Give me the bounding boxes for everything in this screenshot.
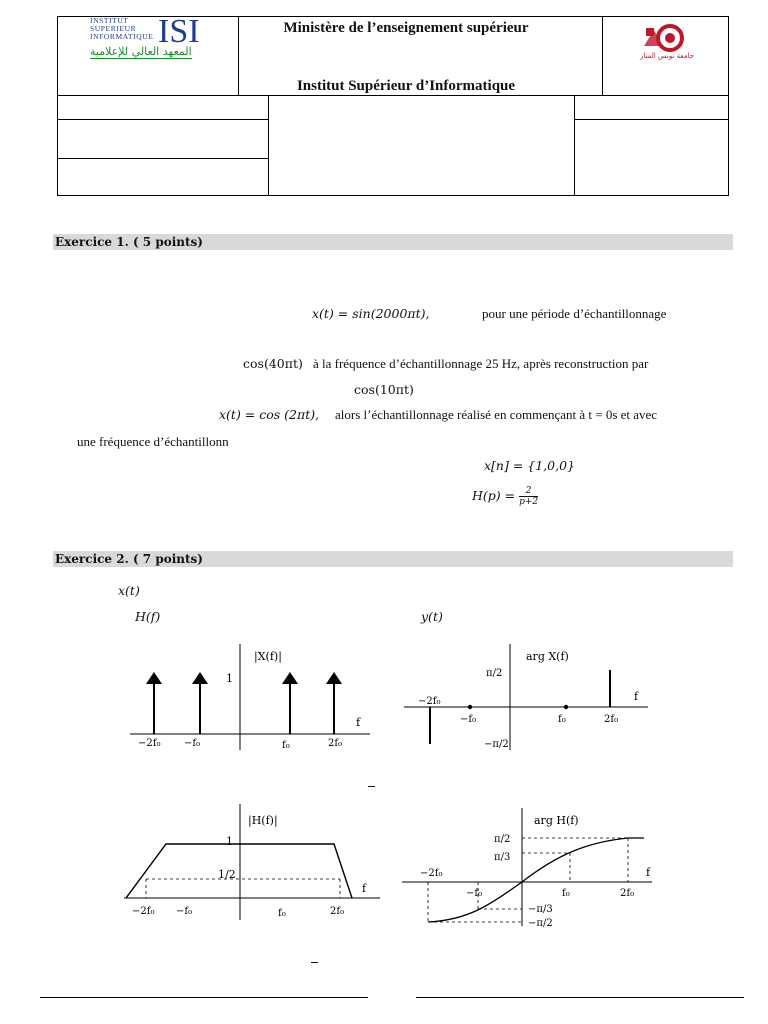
fig4-title: arg H(f) (534, 814, 579, 827)
logo-line3: INFORMATIQUE (90, 32, 154, 41)
fig3-curve (126, 844, 352, 898)
logo-acronym: ISI (158, 13, 200, 50)
exercise2-header (53, 551, 733, 567)
fig3-tick: −2f₀ (132, 906, 155, 917)
fig3-level1: 1 (226, 835, 233, 848)
exercise2-title: Exercice 2. ( 7 points) (55, 552, 203, 566)
fig1-tick: −f₀ (184, 738, 201, 749)
ex1-text-2: à la fréquence d’échantillonnage 25 Hz, après reconstruction par (313, 356, 649, 371)
fig2-tick: f₀ (558, 714, 566, 725)
fig1-tick: f₀ (282, 740, 290, 751)
university-logo (640, 22, 694, 64)
transfer-fraction (519, 486, 538, 507)
ex1-formula-6: x[n] = {1,0,0} (484, 458, 575, 473)
ex1-formula-2: cos(40πt) (243, 356, 303, 371)
isi-logo (90, 13, 210, 61)
bottom-rule-left (40, 997, 368, 998)
figure-mod-H (118, 802, 390, 924)
fig1-tick: −2f₀ (138, 738, 161, 749)
exercise1-title: Exercice 1. ( 5 points) (55, 235, 203, 249)
fig2-point (564, 705, 568, 709)
transfer-denominator: p+2 (519, 497, 539, 507)
fig4-tick: 2f₀ (620, 888, 635, 899)
logo-line2: SUPERIEUR (90, 24, 137, 33)
ex2-label-y: y(t) (421, 609, 443, 624)
fig4-ytick: π/2 (494, 834, 511, 845)
fig3-title: |H(f)| (248, 814, 278, 827)
institute-title: Institut Supérieur d’Informatique (296, 78, 516, 94)
fig3-tick: 2f₀ (330, 906, 345, 917)
fig4-tick: f₀ (562, 888, 570, 899)
fig4-tick: −2f₀ (420, 868, 443, 879)
ex1-text-1: pour une période d’échantillonnage (482, 306, 667, 321)
fig2-tick: −2f₀ (418, 696, 441, 707)
fig3-f-label: f (362, 882, 367, 895)
fig4-ytick: π/3 (494, 852, 511, 863)
logo-line1: INSTITUT (90, 16, 129, 25)
ex1-formula-4: x(t) = cos (2πt), (219, 407, 320, 422)
fig1-level: 1 (226, 672, 233, 685)
fig2-ytick: −π/2 (484, 739, 509, 750)
transfer-lhs: H(p) = (472, 488, 516, 503)
ex1-formula-3: cos(10πt) (354, 382, 414, 397)
fig3-tick: f₀ (278, 908, 286, 919)
fig4-ytick: −π/3 (528, 904, 553, 915)
fig2-f-label: f (634, 690, 639, 703)
fig2-tick: 2f₀ (604, 714, 619, 725)
ex1-text-5: une fréquence d’échantillonn (77, 434, 229, 449)
ex1-formula-7 (472, 486, 538, 507)
fig1-title: |X(f)| (254, 650, 282, 663)
fig2-point (468, 705, 472, 709)
fig1-tick: 2f₀ (328, 738, 343, 749)
university-arabic: جامعة تونس المنار (640, 52, 694, 60)
logo-arabic: المعهد العالي للإعلامية (90, 45, 192, 58)
figure-arg-H (398, 806, 670, 928)
fig2-tick: −f₀ (460, 714, 477, 725)
fig4-f-label: f (646, 866, 651, 879)
fig4-ytick: −π/2 (528, 918, 553, 928)
figure-arg-X (398, 640, 668, 755)
fig4-tick: −f₀ (466, 888, 483, 899)
transfer-numerator: 2 (519, 486, 538, 497)
figure-mod-X (120, 640, 390, 755)
ex1-text-4: alors l’échantillonnage réalisé en commençant à t = 0s et avec (335, 407, 658, 422)
ministry-title: Ministère de l’enseignement supérieur (283, 20, 529, 36)
fig1-f-label: f (356, 716, 361, 729)
ex2-label-x: x(t) (118, 583, 140, 598)
fig3-level2: 1/2 (218, 868, 236, 881)
fig2-title: arg X(f) (526, 650, 569, 663)
fig3-tick: −f₀ (176, 906, 193, 917)
ex2-label-H: H(f) (135, 609, 161, 624)
ex1-formula-1: x(t) = sin(2000πt), (312, 306, 430, 321)
university-emblem-icon (640, 22, 688, 54)
dash-mark (311, 962, 318, 963)
fig2-ytick: π/2 (486, 668, 503, 679)
dash-mark (368, 786, 375, 787)
exercise1-header (53, 234, 733, 250)
bottom-rule-right (416, 997, 744, 998)
